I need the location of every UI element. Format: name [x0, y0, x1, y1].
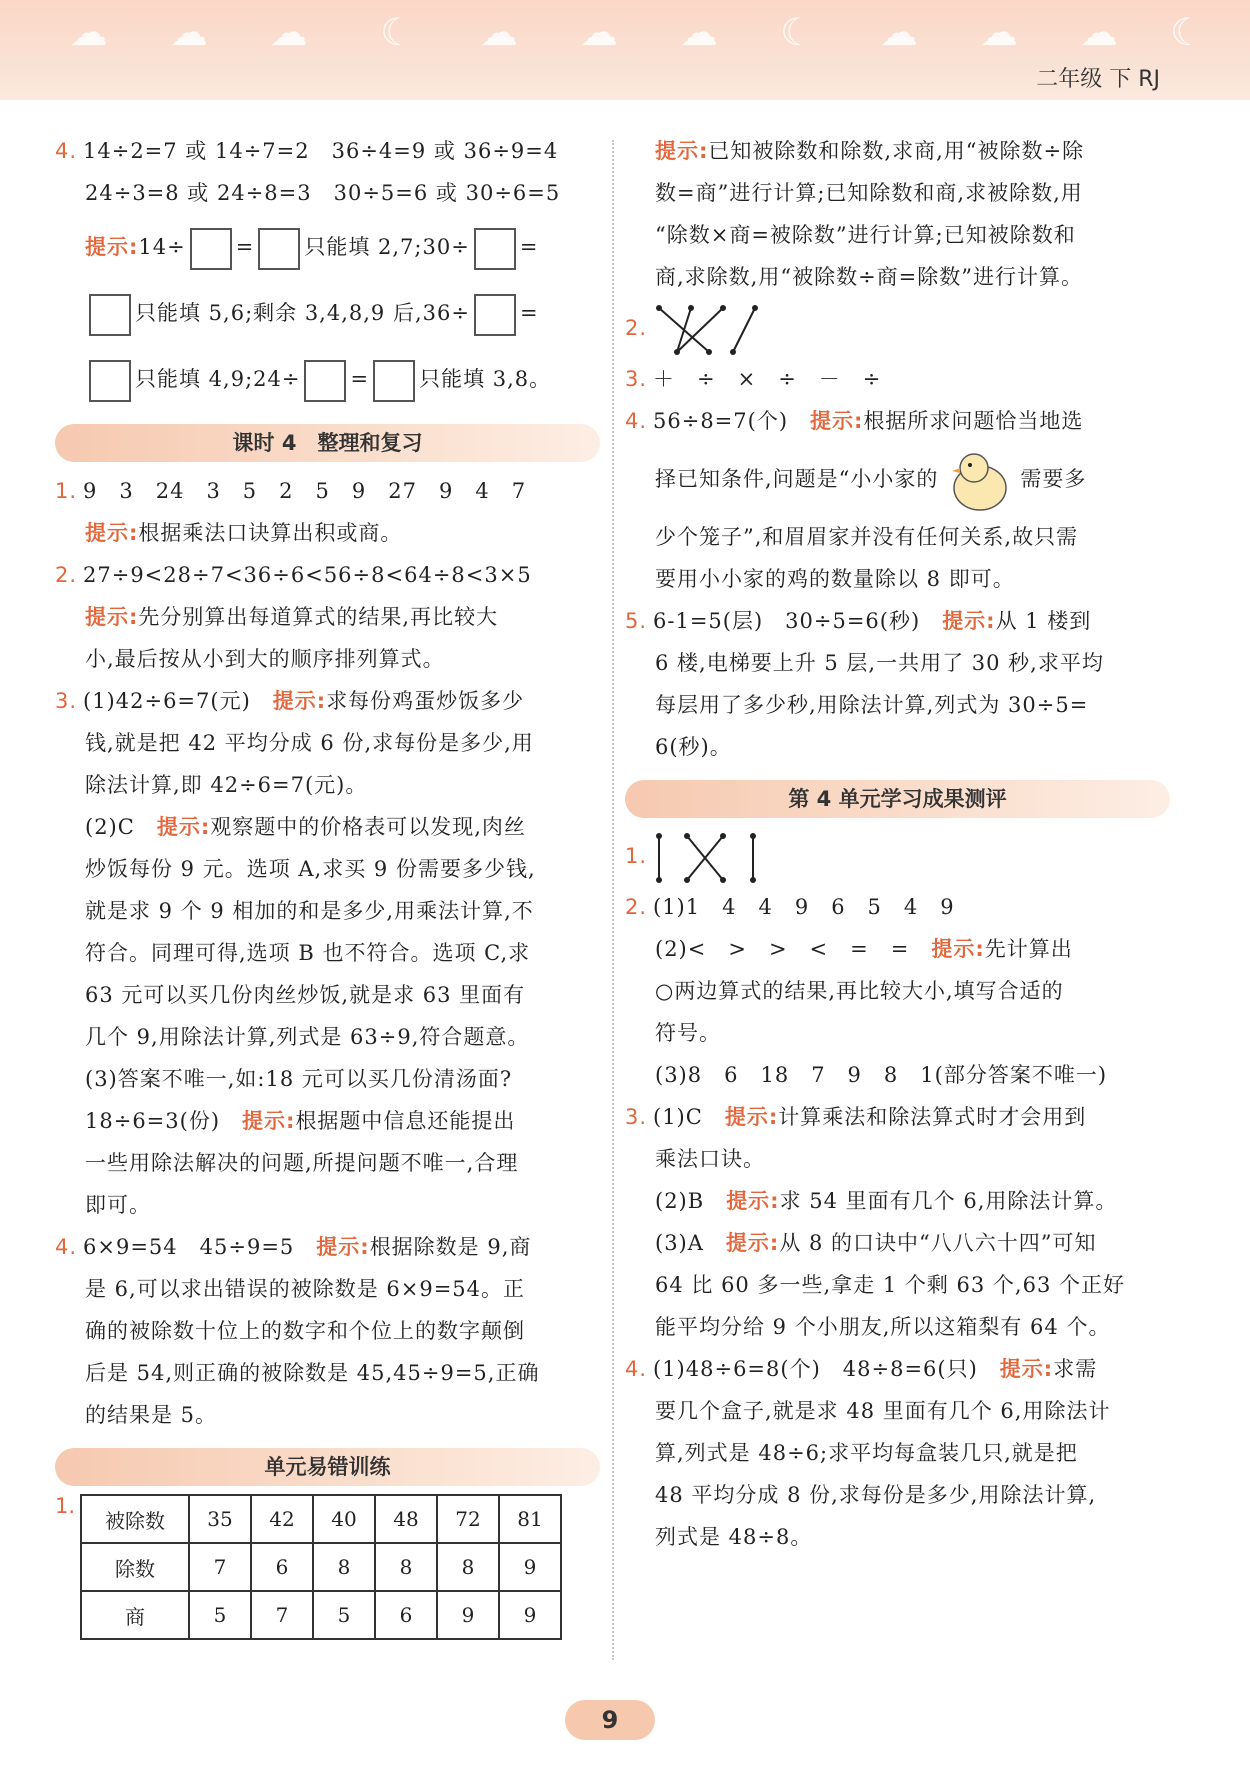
hint-line: 提示:已知被除数和除数,求商,用“被除数÷除	[655, 139, 1085, 163]
hint-label: 提示:	[272, 689, 327, 713]
hint-label: 提示:	[725, 1231, 780, 1255]
hint-line: “除数×商=被除数”进行计算;已知被除数和	[655, 223, 1076, 247]
hint-label: 提示:	[85, 521, 139, 545]
hint-line: 后是 54,则正确的被除数是 45,45÷9=5,正确	[85, 1361, 540, 1385]
hint-line: 除法计算,即 42÷6=7(元)。	[85, 773, 368, 797]
blank-box	[190, 228, 232, 270]
question-number: 1.	[625, 844, 648, 868]
answer-line: (2)C 提示:观察题中的价格表可以发现,肉丝	[85, 815, 526, 839]
answer-line: 18÷6=3(份) 提示:根据题中信息还能提出	[85, 1109, 516, 1133]
hint-label: 提示:	[85, 235, 139, 259]
blank-box	[304, 360, 346, 402]
answer-line: (3)A 提示:从 8 的口诀中“八八六十四”可知	[655, 1231, 1097, 1255]
hint-line: 钱,就是把 42 平均分成 6 份,求每份是多少,用	[85, 731, 534, 755]
answer-line: 3. (1)42÷6=7(元) 提示:求每份鸡蛋炒饭多少	[55, 680, 600, 722]
hint-line: 算,列式是 48÷6;求平均每盒装几只,就是把	[655, 1441, 1078, 1465]
question-number: 3.	[625, 1105, 648, 1129]
hint-line: 商,求除数,用“被除数÷商=除数”进行计算。	[655, 265, 1084, 289]
hint-label: 提示:	[810, 409, 864, 433]
hint-line: 只能填 4,9;24÷ = 只能填 3,8。	[55, 346, 600, 412]
hint-line: 一些用除法解决的问题,所提问题不唯一,合理	[85, 1151, 519, 1175]
hint-line: 提示:根据乘法口诀算出积或商。	[85, 521, 403, 545]
cloud-icon: ☁	[170, 10, 208, 54]
answer-line: 2. 27÷9<28÷7<36÷6<56÷8<64÷8<3×5	[55, 554, 600, 596]
answer-line: (3)答案不唯一,如:18 元可以买几份清汤面?	[85, 1067, 513, 1091]
answer-line	[625, 826, 1170, 886]
hint-line: 只能填 5,6;剩余 3,4,8,9 后,36÷ =	[55, 280, 600, 346]
left-column	[55, 130, 600, 1640]
answer-line: (2)B 提示:求 54 里面有几个 6,用除法计算。	[655, 1189, 1118, 1213]
question-number: 4.	[625, 409, 648, 433]
hint-line: 就是求 9 个 9 相加的和是多少,用乘法计算,不	[85, 899, 534, 923]
hint-line: 数=商”进行计算;已知除数和商,求被除数,用	[655, 181, 1083, 205]
cloud-icon: ☁	[70, 10, 108, 54]
question-number: 2.	[625, 316, 648, 340]
hint-line: 乘法口诀。	[655, 1147, 765, 1171]
blank-box	[89, 294, 131, 336]
hint-label: 提示:	[942, 609, 996, 633]
question-number: 3.	[55, 689, 78, 713]
hint-line: 列式是 48÷8。	[655, 1525, 813, 1549]
column-divider	[612, 140, 614, 1660]
answer-line: 2. (1)1 4 4 9 6 5 4 9	[625, 886, 1170, 928]
answer-line	[625, 298, 1170, 358]
hint-line: 6 楼,电梯要上升 5 层,一共用了 30 秒,求平均	[655, 651, 1104, 675]
cloud-icon: ☁	[480, 10, 518, 54]
section-header: 单元易错训练	[55, 1448, 600, 1486]
hint-line: 的结果是 5。	[85, 1403, 218, 1427]
cloud-icon: ☁	[680, 10, 718, 54]
hint-line: 炒饭每份 9 元。选项 A,求买 9 份需要多少钱,	[85, 857, 536, 881]
question-number: 1.	[55, 479, 78, 503]
hint-label: 提示:	[242, 1109, 296, 1133]
division-table	[80, 1494, 562, 1640]
table-row: 商 5 7 5 6 9 9	[81, 1591, 561, 1639]
hint-line: 即可。	[85, 1193, 151, 1217]
blank-box	[474, 228, 516, 270]
hint-label: 提示:	[85, 605, 139, 629]
hint-line: ○两边算式的结果,再比较大小,填写合适的	[655, 979, 1064, 1003]
answer-line: 4. 56÷8=7(个) 提示:根据所求问题恰当地选	[625, 400, 1170, 442]
question-number: 5.	[625, 609, 648, 633]
moon-icon: ☾	[380, 10, 415, 54]
hint-line: 几个 9,用除法计算,列式是 63÷9,符合题意。	[85, 1025, 530, 1049]
cloud-icon: ☁	[580, 10, 618, 54]
blank-box	[89, 360, 131, 402]
question-number: 2.	[625, 895, 648, 919]
question-number: 3.	[625, 367, 648, 391]
answer-line: 1. 9 3 24 3 5 2 5 9 27 9 4 7	[55, 470, 600, 512]
hint-line: 能平均分给 9 个小朋友,所以这箱梨有 64 个。	[655, 1315, 1111, 1339]
table-question	[55, 1494, 600, 1640]
question-number: 4.	[55, 139, 78, 163]
hint-line: 择已知条件,问题是“小小家的 需要多	[625, 442, 1170, 516]
question-number: 1.	[55, 1494, 76, 1518]
answer-line: 24÷3=8 或 24÷8=3 30÷5=6 或 30÷6=5	[85, 181, 561, 205]
answer-line: 3. (1)C 提示:计算乘法和除法算式时才会用到	[625, 1096, 1170, 1138]
cloud-icon: ☁	[880, 10, 918, 54]
question-number: 2.	[55, 563, 78, 587]
hint-line: 48 平均分成 8 份,求每份是多少,用除法计算,	[655, 1483, 1097, 1507]
hint-label: 提示:	[655, 139, 709, 163]
blank-box	[474, 294, 516, 336]
hint-line: 少个笼子”,和眉眉家并没有任何关系,故只需	[655, 525, 1079, 549]
chick-icon	[944, 448, 1014, 514]
moon-icon: ☾	[1170, 10, 1205, 54]
section-header: 第 4 单元学习成果测评	[625, 780, 1170, 818]
hint-line: 符合。同理可得,选项 B 也不符合。选项 C,求	[85, 941, 531, 965]
answer-line: 4. 6×9=54 45÷9=5 提示:根据除数是 9,商	[55, 1226, 600, 1268]
hint-line: 符号。	[655, 1021, 721, 1045]
answer-line: 3. ＋ ÷ × ÷ － ÷	[625, 358, 1170, 400]
grade-label: 二年级 下 RJ	[1036, 67, 1160, 92]
hint-label: 提示:	[931, 937, 985, 961]
hint-label: 提示:	[316, 1235, 370, 1259]
blank-box	[258, 228, 300, 270]
hint-line: 6(秒)。	[655, 735, 732, 759]
moon-icon: ☾	[780, 10, 815, 54]
page-number: 9	[565, 1700, 655, 1740]
hint-line: 每层用了多少秒,用除法计算,列式为 30÷5=	[655, 693, 1089, 717]
answer-line: 5. 6-1=5(层) 30÷5=6(秒) 提示:从 1 楼到	[625, 600, 1170, 642]
hint-label: 提示:	[726, 1189, 780, 1213]
hint-line: 要用小小家的鸡的数量除以 8 即可。	[655, 567, 1015, 591]
cloud-icon: ☁	[1080, 10, 1118, 54]
hint-line: 是 6,可以求出错误的被除数是 6×9=54。正	[85, 1277, 526, 1301]
hint-label: 提示:	[724, 1105, 779, 1129]
right-column	[625, 130, 1170, 1558]
answer-line: (2)< > > < = = 提示:先计算出	[655, 937, 1073, 961]
hint-line: 63 元可以买几份肉丝炒饭,就是求 63 里面有	[85, 983, 526, 1007]
header-banner	[0, 0, 1250, 100]
answer-line: 4. (1)48÷6=8(个) 48÷8=6(只) 提示:求需	[625, 1348, 1170, 1390]
matching-lines-figure	[653, 302, 763, 358]
blank-box	[373, 360, 415, 402]
matching-lines-figure	[653, 830, 763, 886]
answer-line: 4. 14÷2=7 或 14÷7=2 36÷4=9 或 36÷9=4	[55, 130, 600, 172]
table-row: 被除数 35 42 40 48 72 81	[81, 1495, 561, 1543]
section-header: 课时 4 整理和复习	[55, 424, 600, 462]
cloud-icon: ☁	[270, 10, 308, 54]
hint-line: 确的被除数十位上的数字和个位上的数字颠倒	[85, 1319, 525, 1343]
cloud-icon: ☁	[980, 10, 1018, 54]
hint-line: 小,最后按从小到大的顺序排列算式。	[85, 647, 445, 671]
hint-line: 要几个盒子,就是求 48 里面有几个 6,用除法计	[655, 1399, 1111, 1423]
question-number: 4.	[55, 1235, 78, 1259]
hint-line: 提示:14÷ = 只能填 2,7;30÷ =	[55, 214, 600, 280]
hint-line: 提示:先分别算出每道算式的结果,再比较大	[85, 605, 499, 629]
hint-line: 64 比 60 多一些,拿走 1 个剩 63 个,63 个正好	[655, 1273, 1125, 1297]
hint-label: 提示:	[156, 815, 211, 839]
table-row: 除数 7 6 8 8 8 9	[81, 1543, 561, 1591]
answer-line: (3)8 6 18 7 9 8 1(部分答案不唯一)	[655, 1063, 1108, 1087]
question-number: 4.	[625, 1357, 648, 1381]
hint-label: 提示:	[999, 1357, 1054, 1381]
